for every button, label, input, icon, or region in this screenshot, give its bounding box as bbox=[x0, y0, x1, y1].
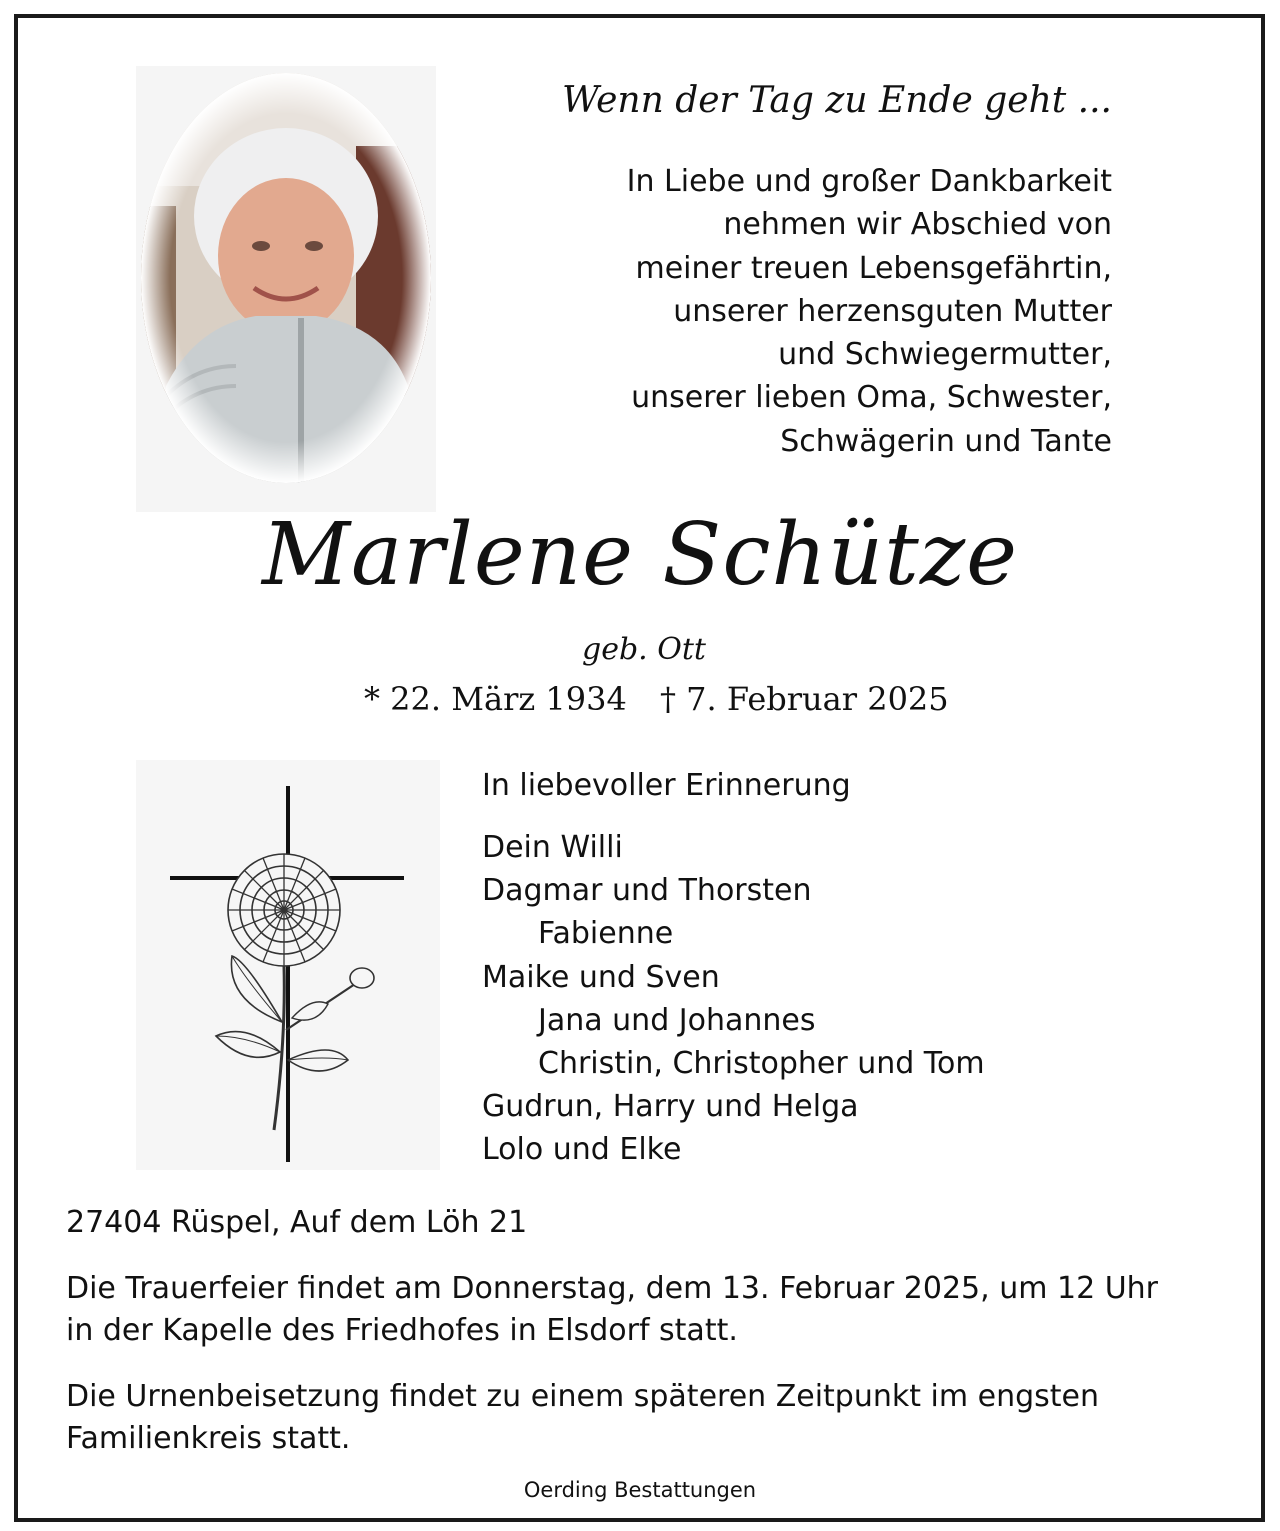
family-member: Dein Willi bbox=[482, 830, 623, 865]
funeral-info bbox=[66, 1268, 1158, 1352]
funeral-line: in der Kapelle des Friedhofes in Elsdorf statt. bbox=[66, 1313, 738, 1348]
intro-line: unserer herzensguten Mutter bbox=[673, 293, 1112, 329]
urn-burial-info bbox=[66, 1376, 1099, 1460]
intro-line: In Liebe und großer Dankbarkeit bbox=[626, 164, 1112, 199]
family-member: Maike und Sven bbox=[482, 959, 720, 995]
family-member: Dagmar und Thorsten bbox=[482, 873, 812, 909]
death-date: † 7. Februar 2025 bbox=[660, 680, 949, 718]
cross-with-dahlia-icon bbox=[136, 760, 440, 1170]
intro-text bbox=[627, 160, 1112, 463]
portrait-photo bbox=[136, 66, 436, 512]
motto: Wenn der Tag zu Ende geht ... bbox=[562, 80, 1112, 121]
deceased-name: Marlene Schütze bbox=[261, 505, 1019, 605]
intro-line: meiner treuen Lebensgefährtin, bbox=[635, 250, 1112, 286]
family-member: Gudrun, Harry und Helga bbox=[482, 1089, 859, 1125]
family-member: Lolo und Elke bbox=[482, 1132, 682, 1168]
funeral-line: Die Trauerfeier findet am Donnerstag, dem 13. Februar 2025, um 12 Uhr bbox=[66, 1271, 1158, 1306]
intro-line: nehmen wir Abschied von bbox=[723, 207, 1112, 243]
family-list bbox=[482, 826, 985, 1172]
intro-line: und Schwiegermutter, bbox=[778, 337, 1112, 373]
family-member: Jana und Johannes bbox=[538, 1002, 816, 1038]
intro-line: Schwägerin und Tante bbox=[780, 423, 1112, 459]
family-member: Christin, Christopher und Tom bbox=[538, 1046, 985, 1082]
address: 27404 Rüspel, Auf dem Löh 21 bbox=[66, 1205, 528, 1240]
cross-panel bbox=[136, 760, 440, 1170]
birth-date: * 22. März 1934 bbox=[364, 680, 627, 718]
undertaker-name: Oerding Bestattungen bbox=[523, 1478, 757, 1502]
urn-line: Familienkreis statt. bbox=[66, 1421, 351, 1456]
memory-heading: In liebevoller Erinnerung bbox=[482, 768, 851, 803]
intro-line: unserer lieben Oma, Schwester, bbox=[631, 380, 1112, 416]
family-member: Fabienne bbox=[538, 916, 674, 952]
maiden-name: geb. Ott bbox=[582, 632, 706, 667]
urn-line: Die Urnenbeisetzung findet zu einem späteren Zeitpunkt im engsten bbox=[66, 1379, 1100, 1414]
